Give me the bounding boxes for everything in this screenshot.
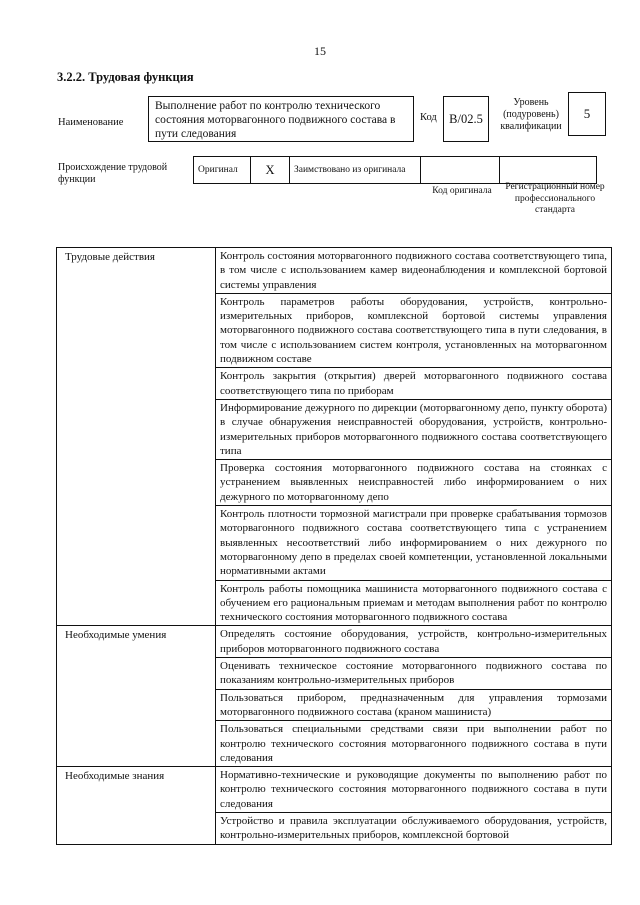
function-item: Пользоваться специальными средствами связи при выполнении работ по контролю технического состояния моторвагонного подвижного состава в пути следования <box>216 721 612 767</box>
function-item: Проверка состояния моторвагонного подвижного состава на стоянках с устранением выявленных неисправностей либо информированием о них дежурного по моторвагонному депо <box>216 460 612 506</box>
category-label: Необходимые умения <box>57 626 216 767</box>
code-value: В/02.5 <box>443 96 489 142</box>
function-item: Информирование дежурного по дирекции (моторвагонному депо, пункту оборота) в случае обнаружения неисправностей оборудования, устройств, контрольно-измерительных приборов моторвагонного подвижного состава соответствующего типа <box>216 399 612 459</box>
name-value: Выполнение работ по контролю технического состояния моторвагонного подвижного состава в пути следования <box>148 96 414 142</box>
origin-code-caption: Код оригинала <box>432 186 492 196</box>
page-number: 15 <box>314 44 326 58</box>
origin-original: Оригинал <box>194 157 251 184</box>
origin-table <box>193 156 597 184</box>
name-label: Наименование <box>58 117 124 128</box>
origin-borrowed: Заимствовано из оригинала <box>290 157 421 184</box>
functions-table <box>56 247 612 845</box>
function-item: Контроль плотности тормозной магистрали при проверке срабатывания тормозов моторвагонного подвижного состава соответствующего типа с устранением выявленных несоответствий либо информированием о них дежурного по моторвагонному депо в пределах своей компетенции, установленной локальными нормативными актами <box>216 506 612 580</box>
origin-mark: X <box>251 157 290 184</box>
level-value: 5 <box>568 92 606 136</box>
category-label: Необходимые знания <box>57 767 216 844</box>
category-label: Трудовые действия <box>57 248 216 626</box>
origin-reg-cell <box>500 157 597 184</box>
function-item: Контроль работы помощника машиниста моторвагонного подвижного состава с обучением его рациональным приемам и методам выполнения работ по контролю технического состояния моторвагонного подвижного состава <box>216 580 612 626</box>
function-item: Нормативно-технические и руководящие документы по выполнению работ по контролю технического состояния моторвагонного подвижного состава в пути следования <box>216 767 612 813</box>
section-title: 3.2.2. Трудовая функция <box>57 70 194 84</box>
function-item: Контроль состояния моторвагонного подвижного состава соответствующего типа, в том числе с использованием камер видеонаблюдения и комплексной бортовой системы управления <box>216 248 612 294</box>
code-label: Код <box>420 112 437 123</box>
origin-label: Происхождение трудовой функции <box>58 162 168 185</box>
origin-code-cell <box>421 157 500 184</box>
function-item: Контроль закрытия (открытия) дверей моторвагонного подвижного состава соответствующего типа по приборам <box>216 368 612 400</box>
table-row <box>57 626 612 658</box>
function-item: Устройство и правила эксплуатации обслуживаемого оборудования, устройств, контрольно-измерительных приборов, комплексной бортовой <box>216 812 612 844</box>
function-item: Пользоваться прибором, предназначенным для управления тормозами моторвагонного подвижного состава (краном машиниста) <box>216 689 612 721</box>
level-label: Уровень (подуровень) квалификации <box>500 97 562 132</box>
function-item: Определять состояние оборудования, устройств, контрольно-измерительных приборов моторвагонного подвижного состава <box>216 626 612 658</box>
table-row <box>57 767 612 813</box>
function-item: Оценивать техническое состояние моторвагонного подвижного состава по показаниям контрольно-измерительных приборов <box>216 658 612 690</box>
function-item: Контроль параметров работы оборудования, устройств, контрольно-измерительных приборов, комплексной бортовой системы управления моторвагонного подвижного состава соответствующего типа в пути следования, в том числе с использованием систем контроля, установленных на моторвагонном подвижном составе <box>216 293 612 367</box>
origin-reg-caption: Регистрационный номер профессионального стандарта <box>505 182 605 215</box>
table-row <box>57 248 612 294</box>
